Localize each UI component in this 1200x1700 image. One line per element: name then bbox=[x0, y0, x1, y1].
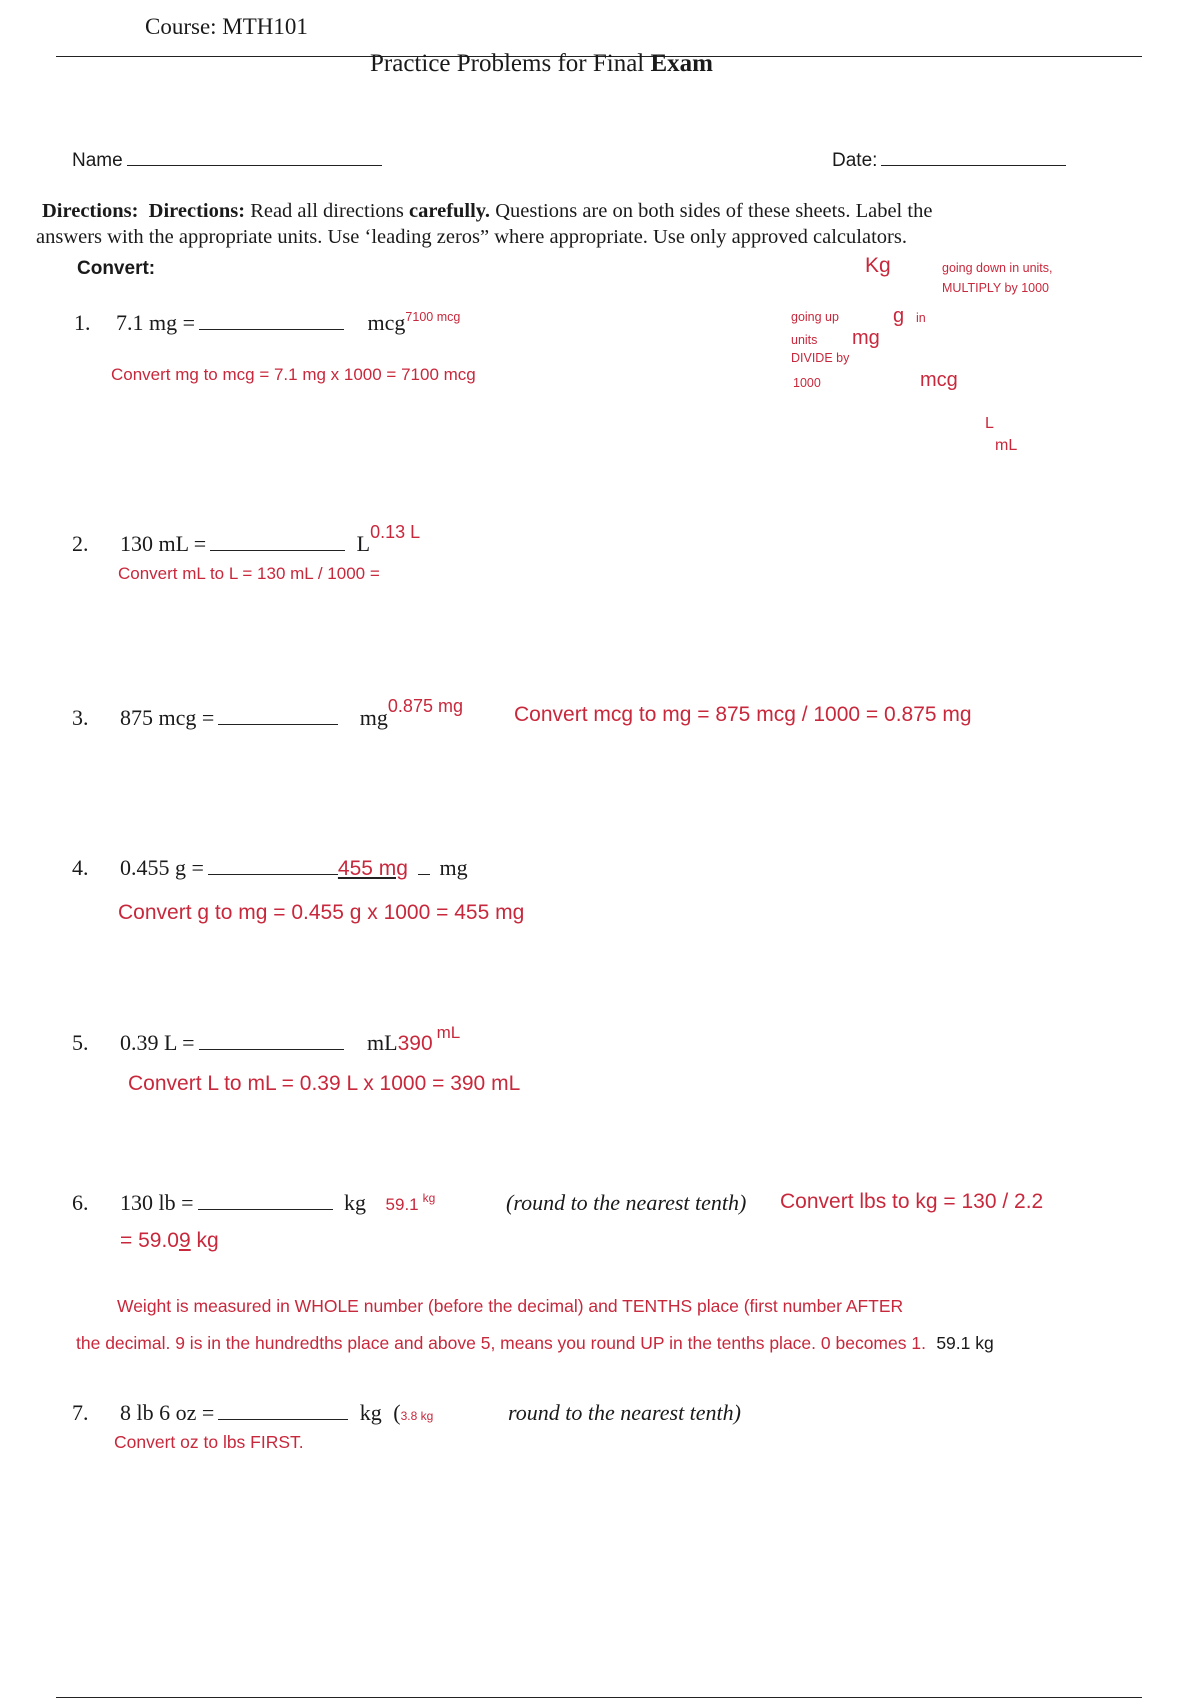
problem-6-work-b-post: kg bbox=[190, 1229, 219, 1252]
problem-3 bbox=[120, 696, 463, 731]
problem-6-work-b bbox=[120, 1229, 219, 1253]
problem-6-note-2-text: the decimal. 9 is in the hundredths place and above 5, means you round UP in the tenths place. 0 becomes 1. bbox=[76, 1333, 926, 1353]
problem-3-answer: 0.875 mg bbox=[387, 696, 463, 717]
problem-7-number: 7. bbox=[72, 1400, 89, 1425]
chart-down-note-1: going down in units, bbox=[942, 261, 1053, 275]
problem-6-work-b-pre: = 59.0 bbox=[120, 1229, 179, 1252]
problem-5-work: Convert L to mL = 0.39 L x 1000 = 390 mL bbox=[128, 1072, 521, 1095]
problem-7-blank[interactable] bbox=[218, 1418, 348, 1420]
problem-6-number: 6. bbox=[72, 1190, 89, 1215]
problem-6-answer-unit: kg bbox=[422, 1190, 436, 1205]
problem-7-question: 8 lb 6 oz = bbox=[120, 1400, 215, 1425]
problem-4-blank-tail bbox=[418, 873, 430, 875]
problem-2 bbox=[120, 522, 421, 557]
problem-3-unit: mg bbox=[359, 705, 388, 730]
problem-6 bbox=[120, 1190, 435, 1216]
chart-up-note-3: DIVIDE by bbox=[791, 351, 850, 365]
problem-4-work: Convert g to mg = 0.455 g x 1000 = 455 mg bbox=[118, 901, 525, 924]
problem-1-work: Convert mg to mcg = 7.1 mg x 1000 = 7100 mcg bbox=[111, 365, 476, 384]
problem-3-question: 875 mcg = bbox=[120, 705, 215, 730]
chart-up-note-1: going up bbox=[791, 310, 839, 324]
problem-5-number: 5. bbox=[72, 1030, 89, 1055]
convert-heading: Convert: bbox=[77, 258, 156, 279]
title-plain: Practice Problems for Final bbox=[370, 50, 645, 77]
problem-3-blank[interactable] bbox=[218, 723, 338, 725]
problem-5-blank[interactable] bbox=[199, 1048, 344, 1050]
problem-1-answer: 7100 mcg bbox=[405, 310, 461, 325]
page-title bbox=[370, 50, 713, 78]
directions-text-a: Read all directions bbox=[250, 200, 404, 222]
problem-4-number: 4. bbox=[72, 855, 89, 880]
problem-5-unit: mL bbox=[367, 1030, 398, 1055]
problem-2-unit: L bbox=[356, 531, 371, 556]
date-blank[interactable] bbox=[881, 164, 1066, 166]
chart-mcg: mcg bbox=[920, 369, 958, 391]
problem-5-answer: 390 bbox=[397, 1032, 433, 1055]
problem-4-unit: mg bbox=[439, 855, 468, 880]
problem-6-work-b-underlined: 9 bbox=[178, 1229, 191, 1252]
problem-6-note-2-answer: 59.1 kg bbox=[936, 1333, 994, 1353]
name-label: Name bbox=[72, 150, 123, 171]
directions-line-2: answers with the appropriate units. Use ‘leading zeros” where appropriate. Use only approved calculators. bbox=[36, 226, 907, 248]
chart-mg: mg bbox=[852, 327, 880, 349]
title-bold: Exam bbox=[650, 50, 713, 77]
date-field bbox=[832, 150, 1070, 172]
problem-1-number: 1. bbox=[74, 310, 91, 335]
problem-3-work: Convert mcg to mg = 875 mcg / 1000 = 0.875 mg bbox=[514, 703, 972, 726]
problem-7-work: Convert oz to lbs FIRST. bbox=[114, 1432, 304, 1452]
problem-2-blank[interactable] bbox=[210, 549, 345, 551]
chart-mL: mL bbox=[995, 437, 1018, 454]
problem-7 bbox=[120, 1400, 433, 1426]
problem-6-answer: 59.1 bbox=[385, 1195, 419, 1214]
problem-5-question: 0.39 L = bbox=[120, 1030, 195, 1055]
problem-2-number: 2. bbox=[72, 531, 89, 556]
chart-in: in bbox=[916, 311, 926, 325]
problem-2-question: 130 mL = bbox=[120, 531, 207, 556]
chart-up-note-2: units bbox=[791, 333, 818, 347]
problem-5 bbox=[120, 1023, 461, 1056]
directions-line-1 bbox=[42, 200, 932, 223]
problem-7-paren: ( bbox=[393, 1400, 401, 1425]
problem-6-note-2 bbox=[76, 1333, 994, 1354]
course-label: Course: MTH101 bbox=[145, 14, 308, 39]
problem-4-blank[interactable] bbox=[208, 873, 338, 875]
name-field bbox=[72, 150, 386, 172]
problem-6-work-a: Convert lbs to kg = 130 / 2.2 bbox=[780, 1190, 1044, 1213]
directions-text-b: Questions are on both sides of these sheets. Label the bbox=[495, 200, 933, 222]
problem-6-blank[interactable] bbox=[198, 1208, 333, 1210]
problem-7-answer: 3.8 kg bbox=[400, 1409, 434, 1423]
problem-3-number: 3. bbox=[72, 705, 89, 730]
directions-label-repeat: Directions: bbox=[148, 200, 246, 222]
problem-6-unit: kg bbox=[344, 1190, 367, 1215]
problem-2-answer: 0.13 L bbox=[370, 522, 421, 543]
problem-1-question: 7.1 mg = bbox=[116, 310, 196, 335]
chart-up-note-4: 1000 bbox=[793, 376, 821, 390]
name-blank[interactable] bbox=[127, 164, 382, 166]
chart-L: L bbox=[985, 415, 994, 432]
problem-1 bbox=[116, 310, 460, 336]
date-label: Date: bbox=[832, 150, 878, 171]
problem-7-unit: kg bbox=[359, 1400, 382, 1425]
directions-label: Directions: bbox=[42, 200, 139, 222]
directions-bold: carefully. bbox=[409, 200, 491, 222]
chart-g: g bbox=[893, 305, 905, 327]
footer-rule bbox=[56, 1697, 1142, 1698]
problem-4 bbox=[120, 855, 468, 881]
problem-1-unit: mcg bbox=[367, 310, 406, 335]
problem-2-work: Convert mL to L = 130 mL / 1000 = bbox=[118, 564, 380, 583]
problem-4-answer: 455 mg bbox=[337, 857, 408, 880]
problem-7-round-note: round to the nearest tenth) bbox=[508, 1400, 741, 1425]
problem-6-round-note: (round to the nearest tenth) bbox=[506, 1190, 747, 1215]
problem-6-note-1: Weight is measured in WHOLE number (before the decimal) and TENTHS place (first number AFTER bbox=[117, 1296, 904, 1316]
problem-1-blank[interactable] bbox=[199, 328, 344, 330]
chart-kg: Kg bbox=[865, 254, 891, 277]
problem-4-question: 0.455 g = bbox=[120, 855, 204, 880]
problem-5-answer-unit: mL bbox=[436, 1023, 461, 1043]
problem-6-question: 130 lb = bbox=[120, 1190, 194, 1215]
chart-down-note-2: MULTIPLY by 1000 bbox=[942, 281, 1050, 295]
